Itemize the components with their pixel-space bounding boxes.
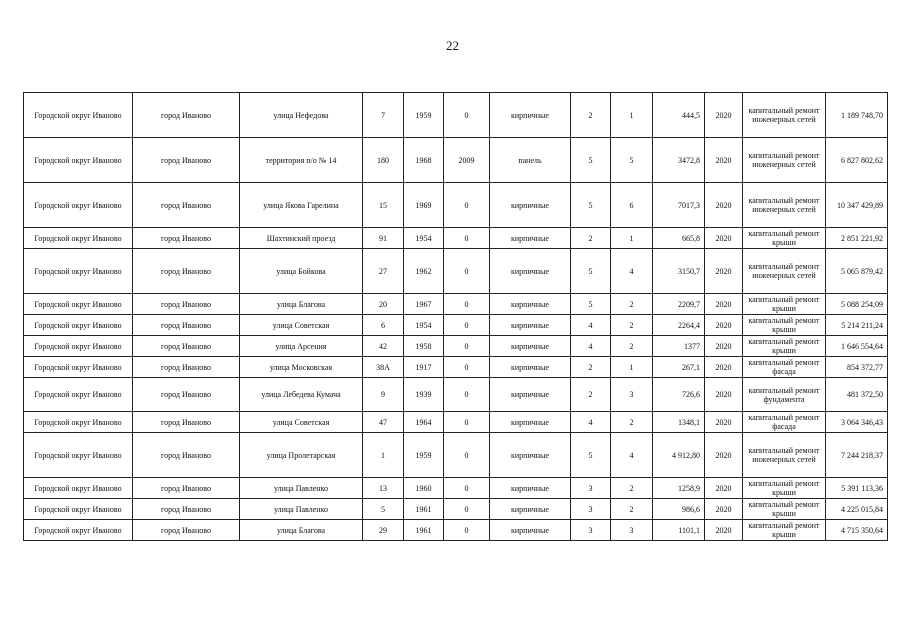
cell-house-number: 27 (363, 249, 404, 294)
cell-wall-material: кирпичные (490, 183, 571, 228)
cell-plan-year: 2020 (705, 93, 743, 138)
cell-plan-year: 2020 (705, 294, 743, 315)
cell-address: улица Павленко (240, 478, 363, 499)
cell-municipality: Городской округ Иваново (24, 228, 133, 249)
cell-cost: 4 715 350,64 (826, 520, 888, 541)
cell-wall-material: кирпичные (490, 294, 571, 315)
cell-house-number: 1 (363, 433, 404, 478)
table-row (24, 433, 888, 478)
cell-municipality: Городской округ Иваново (24, 93, 133, 138)
cell-area: 726,6 (653, 378, 705, 412)
cell-municipality: Городской округ Иваново (24, 378, 133, 412)
cell-cost: 5 214 211,24 (826, 315, 888, 336)
cell-wall-material: кирпичные (490, 336, 571, 357)
cell-year-built: 1954 (404, 315, 444, 336)
cell-municipality: Городской округ Иваново (24, 183, 133, 228)
cell-cost: 5 088 254,09 (826, 294, 888, 315)
cell-cost: 7 244 218,37 (826, 433, 888, 478)
cell-address: улица Якова Гарелина (240, 183, 363, 228)
cell-municipality: Городской округ Иваново (24, 294, 133, 315)
cell-wall-material: кирпичные (490, 93, 571, 138)
cell-year-last-repair: 0 (444, 499, 490, 520)
cell-year-last-repair: 0 (444, 183, 490, 228)
cell-year-last-repair: 0 (444, 478, 490, 499)
cell-entrances: 4 (611, 249, 653, 294)
cell-area: 665,8 (653, 228, 705, 249)
cell-year-last-repair: 2009 (444, 138, 490, 183)
cell-floors: 4 (571, 336, 611, 357)
cell-wall-material: кирпичные (490, 412, 571, 433)
cell-cost: 5 391 113,36 (826, 478, 888, 499)
cell-wall-material: кирпичные (490, 433, 571, 478)
cell-wall-material: кирпичные (490, 357, 571, 378)
cell-floors: 5 (571, 294, 611, 315)
cell-work-type: капитальный ремонт инженерных сетей (743, 183, 826, 228)
cell-plan-year: 2020 (705, 412, 743, 433)
table-row (24, 315, 888, 336)
cell-city: город Иваново (133, 315, 240, 336)
cell-year-last-repair: 0 (444, 93, 490, 138)
cell-area: 1348,1 (653, 412, 705, 433)
table-row (24, 183, 888, 228)
cell-plan-year: 2020 (705, 138, 743, 183)
cell-address: улица Арсения (240, 336, 363, 357)
table-row (24, 249, 888, 294)
cell-city: город Иваново (133, 499, 240, 520)
cell-floors: 4 (571, 315, 611, 336)
cell-year-built: 1968 (404, 138, 444, 183)
cell-entrances: 2 (611, 412, 653, 433)
cell-city: город Иваново (133, 249, 240, 294)
cell-plan-year: 2020 (705, 336, 743, 357)
cell-city: город Иваново (133, 412, 240, 433)
cell-address: улица Советская (240, 315, 363, 336)
cell-year-built: 1959 (404, 93, 444, 138)
cell-plan-year: 2020 (705, 520, 743, 541)
cell-address: территория п/о № 14 (240, 138, 363, 183)
cell-city: город Иваново (133, 378, 240, 412)
cell-plan-year: 2020 (705, 478, 743, 499)
table-row (24, 378, 888, 412)
cell-work-type: капитальный ремонт крыши (743, 520, 826, 541)
cell-address: улица Благова (240, 294, 363, 315)
housing-repair-table (23, 92, 888, 541)
table-row (24, 138, 888, 183)
cell-city: город Иваново (133, 478, 240, 499)
cell-wall-material: кирпичные (490, 228, 571, 249)
cell-plan-year: 2020 (705, 183, 743, 228)
cell-municipality: Городской округ Иваново (24, 249, 133, 294)
cell-work-type: капитальный ремонт инженерных сетей (743, 93, 826, 138)
cell-year-built: 1961 (404, 520, 444, 541)
table-row (24, 499, 888, 520)
cell-entrances: 2 (611, 499, 653, 520)
cell-entrances: 2 (611, 336, 653, 357)
cell-city: город Иваново (133, 357, 240, 378)
cell-entrances: 5 (611, 138, 653, 183)
cell-municipality: Городской округ Иваново (24, 357, 133, 378)
cell-floors: 2 (571, 357, 611, 378)
cell-city: город Иваново (133, 138, 240, 183)
cell-entrances: 1 (611, 93, 653, 138)
cell-work-type: капитальный ремонт инженерных сетей (743, 433, 826, 478)
cell-wall-material: кирпичные (490, 478, 571, 499)
cell-year-last-repair: 0 (444, 520, 490, 541)
cell-entrances: 3 (611, 520, 653, 541)
cell-cost: 481 372,50 (826, 378, 888, 412)
cell-year-built: 1967 (404, 294, 444, 315)
cell-area: 7017,3 (653, 183, 705, 228)
cell-floors: 4 (571, 412, 611, 433)
cell-wall-material: кирпичные (490, 520, 571, 541)
cell-wall-material: кирпичные (490, 315, 571, 336)
cell-entrances: 2 (611, 478, 653, 499)
cell-plan-year: 2020 (705, 499, 743, 520)
cell-entrances: 3 (611, 378, 653, 412)
cell-year-built: 1960 (404, 478, 444, 499)
cell-municipality: Городской округ Иваново (24, 520, 133, 541)
cell-plan-year: 2020 (705, 433, 743, 478)
cell-cost: 5 065 879,42 (826, 249, 888, 294)
cell-floors: 3 (571, 478, 611, 499)
cell-year-built: 1959 (404, 433, 444, 478)
cell-address: улица Советская (240, 412, 363, 433)
cell-city: город Иваново (133, 433, 240, 478)
cell-plan-year: 2020 (705, 357, 743, 378)
cell-city: город Иваново (133, 294, 240, 315)
cell-year-last-repair: 0 (444, 378, 490, 412)
cell-address: улица Бойкова (240, 249, 363, 294)
cell-year-built: 1969 (404, 183, 444, 228)
cell-work-type: капитальный ремонт крыши (743, 336, 826, 357)
cell-area: 986,6 (653, 499, 705, 520)
cell-year-built: 1939 (404, 378, 444, 412)
cell-area: 3150,7 (653, 249, 705, 294)
cell-address: улица Пролетарская (240, 433, 363, 478)
cell-work-type: капитальный ремонт крыши (743, 294, 826, 315)
cell-entrances: 6 (611, 183, 653, 228)
cell-address: улица Лебедева Кумача (240, 378, 363, 412)
cell-address: улица Павленко (240, 499, 363, 520)
cell-city: город Иваново (133, 336, 240, 357)
cell-address: улица Благова (240, 520, 363, 541)
cell-house-number: 91 (363, 228, 404, 249)
cell-work-type: капитальный ремонт крыши (743, 228, 826, 249)
cell-cost: 854 372,77 (826, 357, 888, 378)
cell-year-built: 1964 (404, 412, 444, 433)
table-row (24, 412, 888, 433)
cell-area: 2209,7 (653, 294, 705, 315)
cell-house-number: 38А (363, 357, 404, 378)
cell-floors: 2 (571, 228, 611, 249)
cell-house-number: 15 (363, 183, 404, 228)
cell-house-number: 7 (363, 93, 404, 138)
cell-address: Шахтинский проезд (240, 228, 363, 249)
cell-year-built: 1958 (404, 336, 444, 357)
cell-municipality: Городской округ Иваново (24, 138, 133, 183)
cell-area: 1101,1 (653, 520, 705, 541)
table-row (24, 520, 888, 541)
cell-address: улица Нефедова (240, 93, 363, 138)
cell-year-last-repair: 0 (444, 294, 490, 315)
cell-area: 2264,4 (653, 315, 705, 336)
cell-plan-year: 2020 (705, 315, 743, 336)
cell-plan-year: 2020 (705, 228, 743, 249)
cell-floors: 5 (571, 249, 611, 294)
cell-cost: 1 189 748,70 (826, 93, 888, 138)
cell-area: 1258,9 (653, 478, 705, 499)
cell-wall-material: панель (490, 138, 571, 183)
cell-year-last-repair: 0 (444, 357, 490, 378)
cell-house-number: 13 (363, 478, 404, 499)
cell-house-number: 180 (363, 138, 404, 183)
cell-cost: 10 347 429,89 (826, 183, 888, 228)
cell-plan-year: 2020 (705, 249, 743, 294)
cell-floors: 5 (571, 138, 611, 183)
cell-municipality: Городской округ Иваново (24, 315, 133, 336)
cell-work-type: капитальный ремонт крыши (743, 499, 826, 520)
cell-floors: 3 (571, 520, 611, 541)
cell-wall-material: кирпичные (490, 499, 571, 520)
cell-area: 4 912,80 (653, 433, 705, 478)
cell-entrances: 4 (611, 433, 653, 478)
cell-area: 267,1 (653, 357, 705, 378)
cell-year-last-repair: 0 (444, 315, 490, 336)
cell-cost: 6 827 802,62 (826, 138, 888, 183)
page-number: 22 (446, 38, 459, 53)
cell-city: город Иваново (133, 183, 240, 228)
cell-work-type: капитальный ремонт инженерных сетей (743, 249, 826, 294)
cell-wall-material: кирпичные (490, 378, 571, 412)
cell-plan-year: 2020 (705, 378, 743, 412)
table-row (24, 93, 888, 138)
cell-area: 1377 (653, 336, 705, 357)
cell-floors: 5 (571, 183, 611, 228)
cell-municipality: Городской округ Иваново (24, 478, 133, 499)
cell-year-last-repair: 0 (444, 249, 490, 294)
cell-municipality: Городской округ Иваново (24, 499, 133, 520)
cell-year-built: 1917 (404, 357, 444, 378)
cell-entrances: 1 (611, 228, 653, 249)
cell-floors: 2 (571, 378, 611, 412)
table-row (24, 357, 888, 378)
cell-work-type: капитальный ремонт фундамента (743, 378, 826, 412)
cell-house-number: 20 (363, 294, 404, 315)
cell-house-number: 29 (363, 520, 404, 541)
cell-cost: 1 646 554,64 (826, 336, 888, 357)
cell-cost: 4 225 015,84 (826, 499, 888, 520)
cell-entrances: 1 (611, 357, 653, 378)
cell-year-last-repair: 0 (444, 336, 490, 357)
table-row (24, 336, 888, 357)
cell-house-number: 6 (363, 315, 404, 336)
cell-floors: 5 (571, 433, 611, 478)
cell-work-type: капитальный ремонт крыши (743, 478, 826, 499)
cell-city: город Иваново (133, 93, 240, 138)
cell-entrances: 2 (611, 294, 653, 315)
cell-house-number: 42 (363, 336, 404, 357)
cell-city: город Иваново (133, 228, 240, 249)
cell-area: 3472,8 (653, 138, 705, 183)
cell-house-number: 9 (363, 378, 404, 412)
cell-house-number: 5 (363, 499, 404, 520)
cell-work-type: капитальный ремонт инженерных сетей (743, 138, 826, 183)
cell-address: улица Московская (240, 357, 363, 378)
cell-year-built: 1962 (404, 249, 444, 294)
cell-year-built: 1954 (404, 228, 444, 249)
cell-year-last-repair: 0 (444, 412, 490, 433)
cell-work-type: капитальный ремонт фасада (743, 357, 826, 378)
cell-work-type: капитальный ремонт фасада (743, 412, 826, 433)
cell-municipality: Городской округ Иваново (24, 336, 133, 357)
cell-work-type: капитальный ремонт крыши (743, 315, 826, 336)
cell-city: город Иваново (133, 520, 240, 541)
cell-wall-material: кирпичные (490, 249, 571, 294)
cell-house-number: 47 (363, 412, 404, 433)
cell-year-last-repair: 0 (444, 433, 490, 478)
cell-cost: 2 851 221,92 (826, 228, 888, 249)
cell-year-built: 1961 (404, 499, 444, 520)
cell-floors: 3 (571, 499, 611, 520)
table-body (24, 93, 888, 541)
cell-entrances: 2 (611, 315, 653, 336)
cell-cost: 3 064 346,43 (826, 412, 888, 433)
table-row (24, 478, 888, 499)
cell-area: 444,5 (653, 93, 705, 138)
cell-municipality: Городской округ Иваново (24, 412, 133, 433)
cell-year-last-repair: 0 (444, 228, 490, 249)
cell-floors: 2 (571, 93, 611, 138)
cell-municipality: Городской округ Иваново (24, 433, 133, 478)
table-row (24, 294, 888, 315)
table-row (24, 228, 888, 249)
